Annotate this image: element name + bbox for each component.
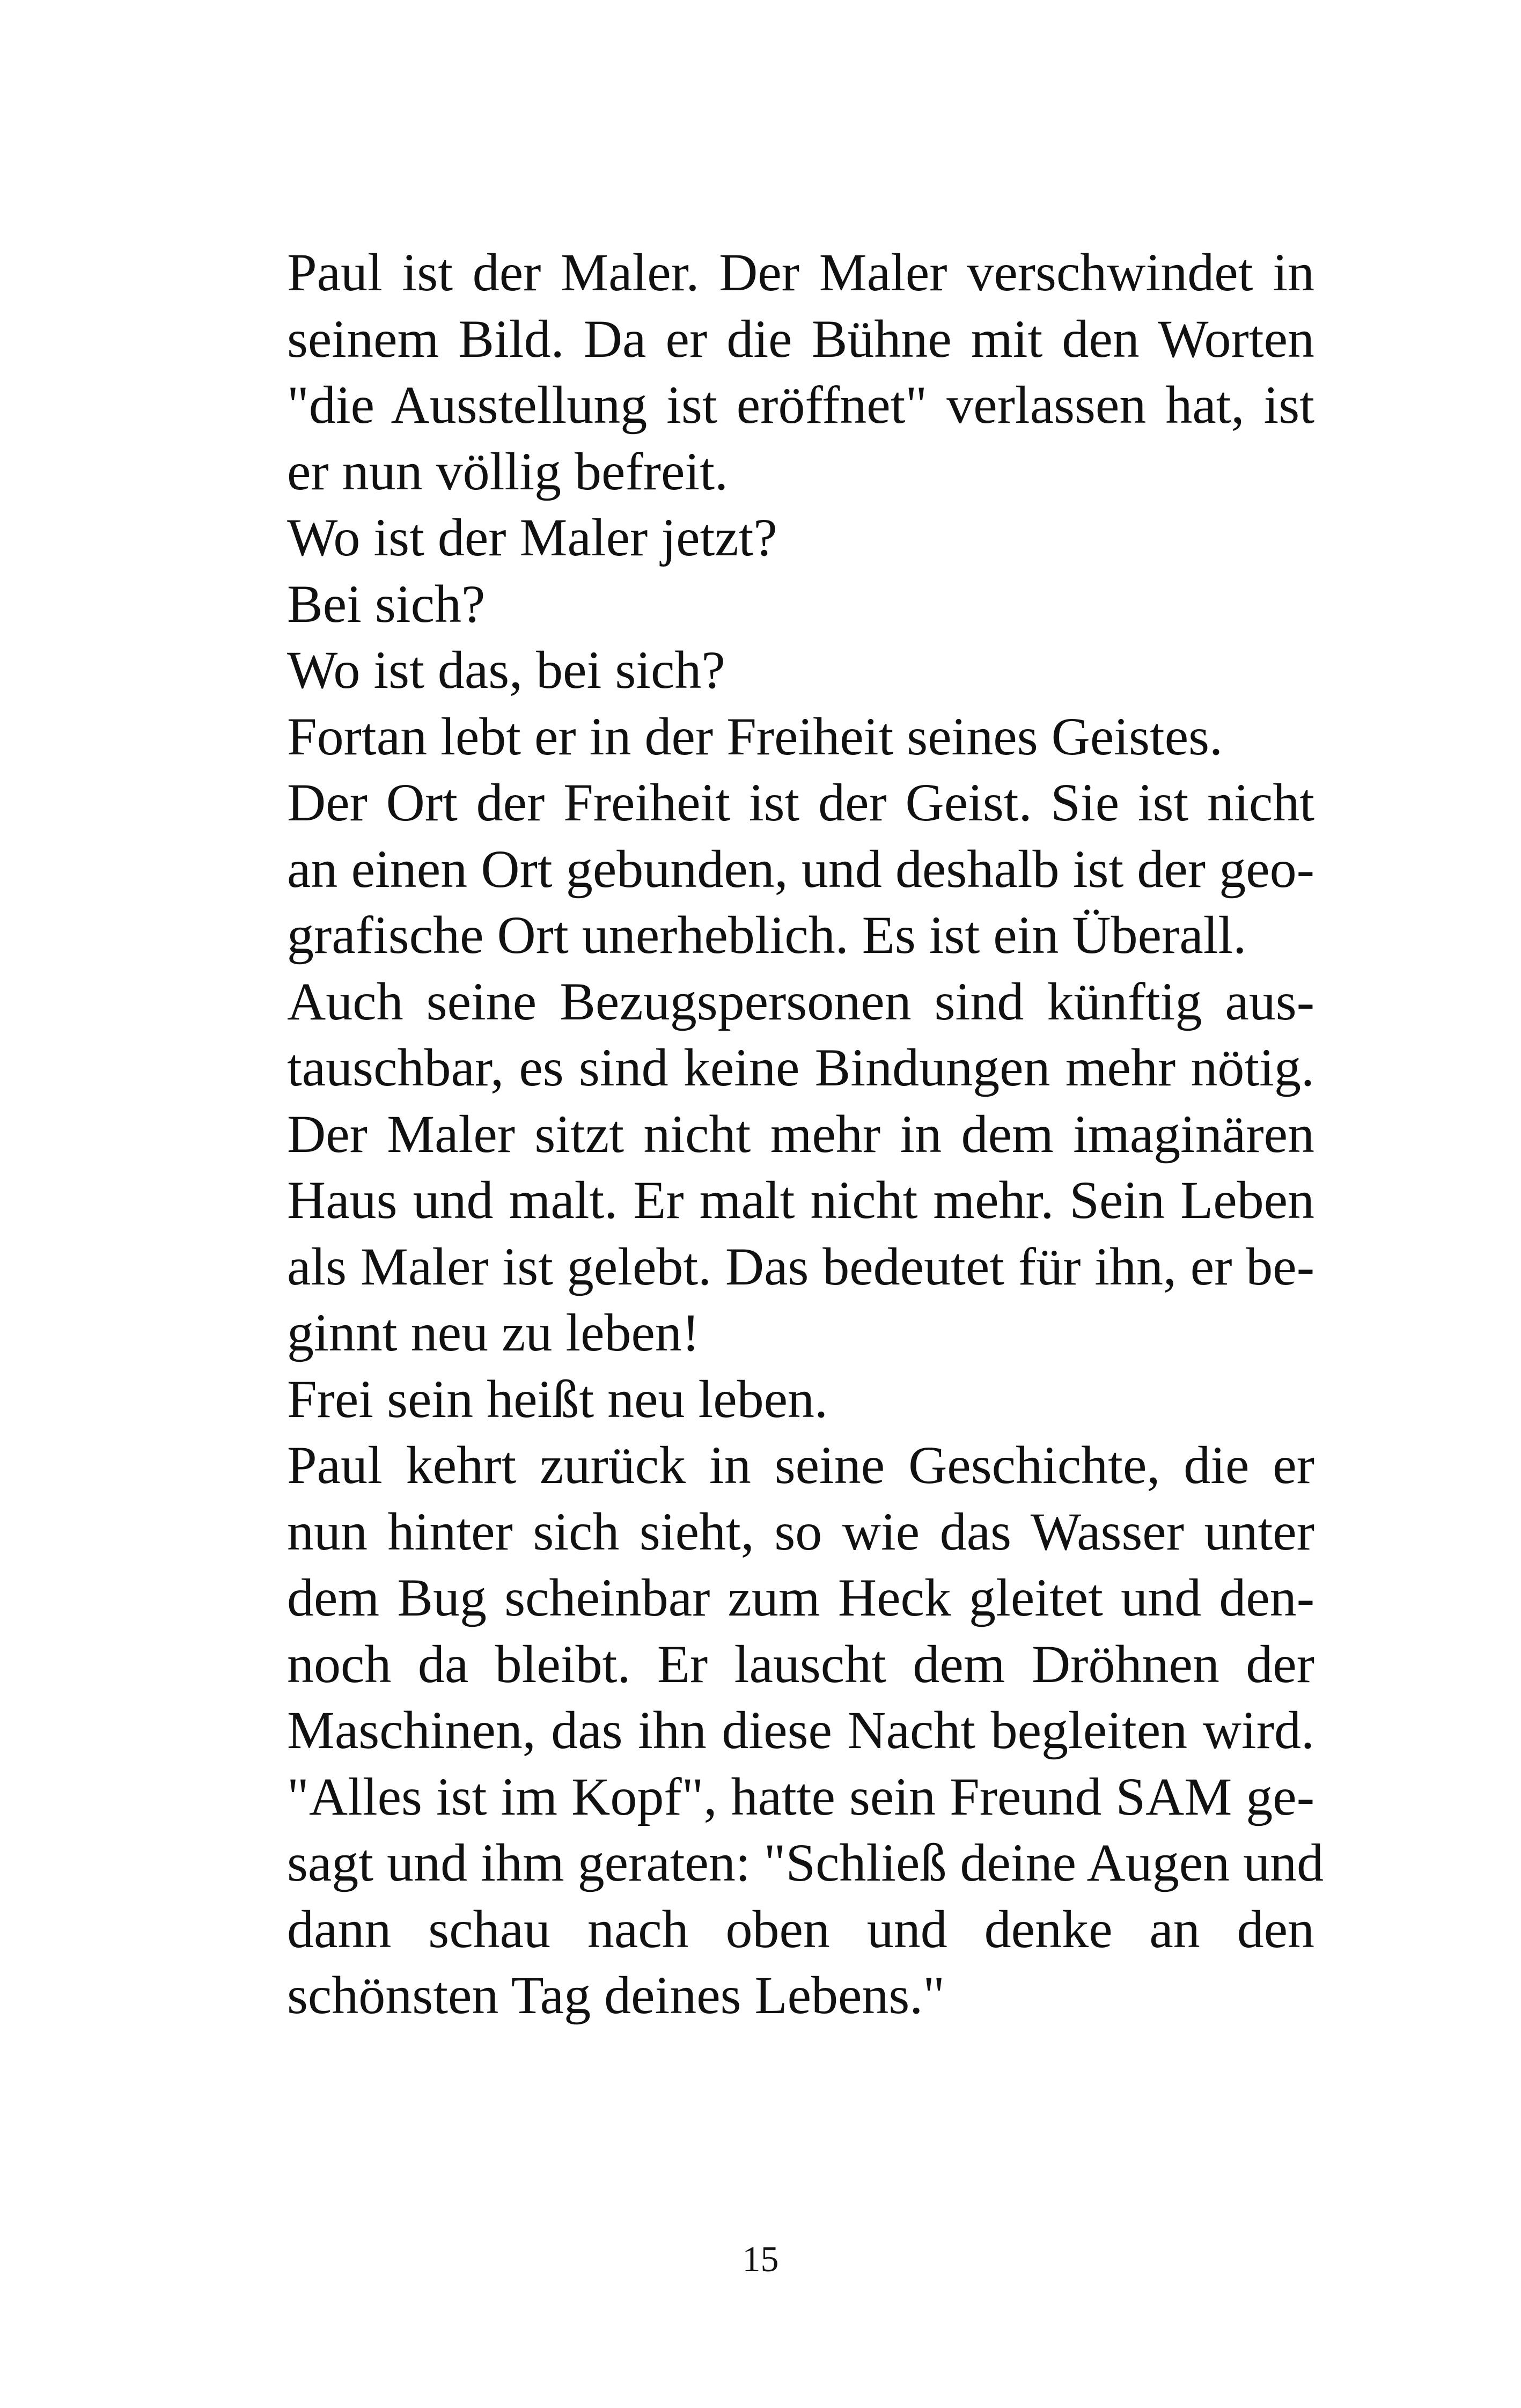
text-line: Bei sich? — [287, 574, 486, 634]
text-line: seinem Bild. Da er die Bühne mit den Worten — [287, 309, 1314, 369]
text-line: tauschbar, es sind keine Bindungen mehr nötig. — [287, 1038, 1314, 1097]
text-line: Wo ist der Maler jetzt? — [287, 508, 777, 567]
text-line: Maschinen, das ihn diese Nacht begleiten wird. — [287, 1700, 1314, 1760]
text-line: dann schau nach oben und denke an den — [287, 1899, 1314, 1959]
text-line: Der Ort der Freiheit ist der Geist. Sie ist nicht — [287, 773, 1314, 832]
text-line: "Alles ist im Kopf", hatte sein Freund SAM ge- — [287, 1766, 1314, 1826]
text-line: Paul kehrt zurück in seine Geschichte, die er — [287, 1435, 1314, 1495]
text-line: Frei sein heißt neu leben. — [287, 1369, 828, 1429]
text-line: dem Bug scheinbar zum Heck gleitet und den- — [287, 1568, 1314, 1627]
text-line: nun hinter sich sieht, so wie das Wasser unter — [287, 1501, 1314, 1561]
text-line: ginnt neu zu leben! — [287, 1303, 700, 1362]
text-line: noch da bleibt. Er lauscht dem Dröhnen der — [287, 1634, 1314, 1694]
text-line: an einen Ort gebunden, und deshalb ist der geo- — [287, 839, 1314, 899]
text-line: Der Maler sitzt nicht mehr in dem imaginären — [287, 1104, 1314, 1164]
text-line: schönsten Tag deines Lebens." — [287, 1965, 945, 2025]
text-line: er nun völlig befreit. — [287, 441, 728, 501]
text-line: "die Ausstellung ist eröffnet" verlassen hat, ist — [287, 375, 1314, 435]
text-line: Haus und malt. Er malt nicht mehr. Sein Leben — [287, 1170, 1314, 1230]
page-number: 15 — [742, 2238, 779, 2279]
text-line: als Maler ist gelebt. Das bedeutet für ihn, er be- — [287, 1236, 1314, 1296]
text-line: sagt und ihm geraten: "Schließ deine Augen und — [287, 1833, 1324, 1892]
text-line: Fortan lebt er in der Freiheit seines Geistes. — [287, 706, 1223, 766]
text-line: grafische Ort unerheblich. Es ist ein Überall. — [287, 905, 1247, 965]
body-text — [287, 239, 1324, 2029]
text-line: Auch seine Bezugspersonen sind künftig aus- — [287, 971, 1314, 1031]
text-line: Paul ist der Maler. Der Maler verschwindet in — [287, 243, 1314, 302]
text-line: Wo ist das, bei sich? — [287, 640, 725, 700]
